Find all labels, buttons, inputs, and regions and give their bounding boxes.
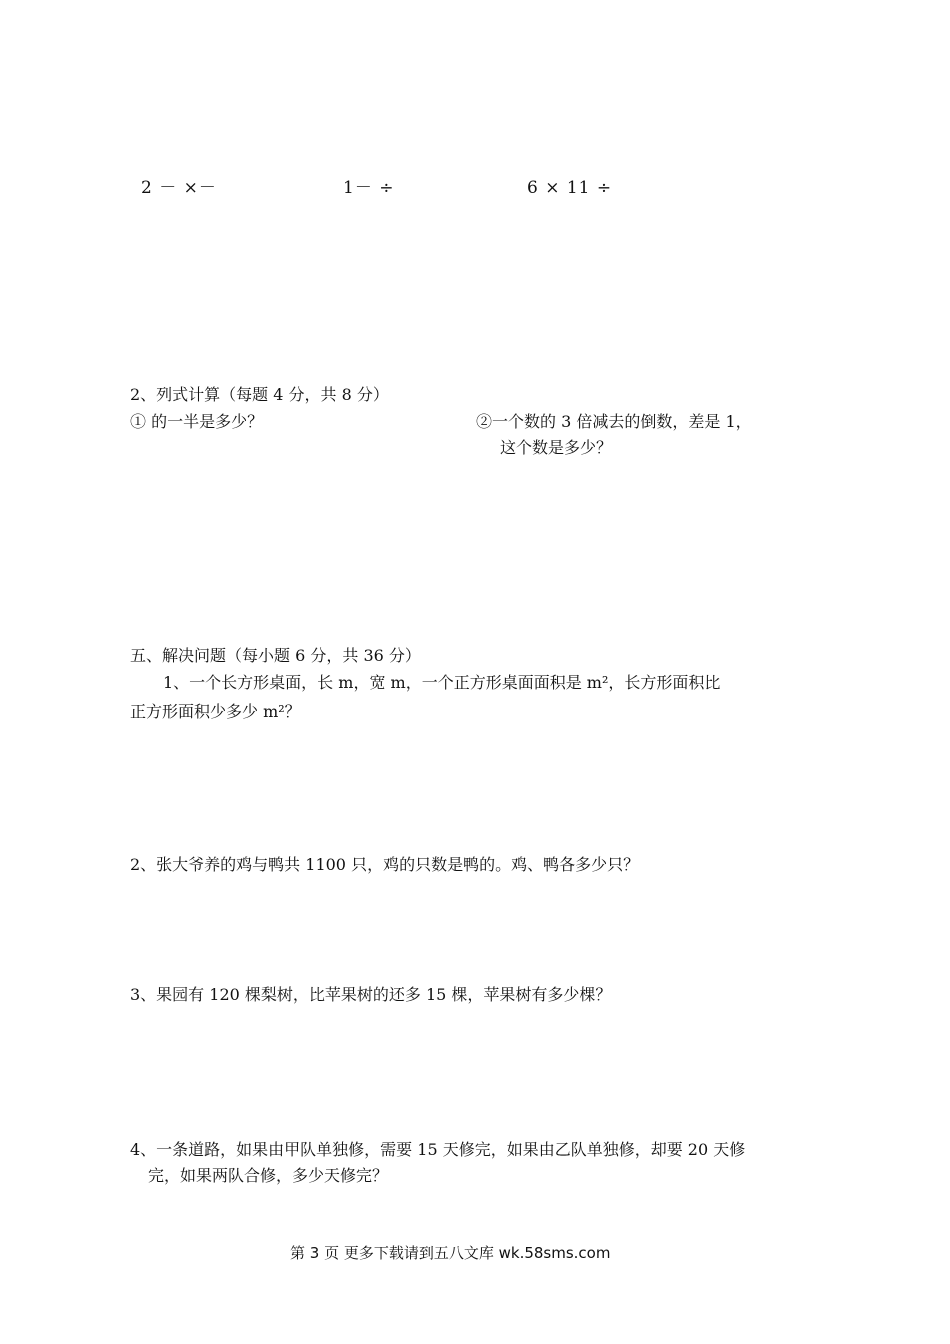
question-1: ① 的一半是多少？ — [130, 412, 264, 431]
question-2-line-2: 这个数是多少？ — [500, 438, 613, 457]
problem-4-line-1: 4、一条道路，如果由甲队单独修，需要 15 天修完，如果由乙队单独修，却要 20 天修 — [130, 1140, 746, 1159]
page-footer: 第 3 页 更多下载请到五八文库 wk.58sms.com — [290, 1244, 611, 1262]
problem-1-line-1: 1、一个长方形桌面，长 m，宽 m，一个正方形桌面面积是 m²，长方形面积比 — [163, 673, 721, 692]
problem-3: 3、果园有 120 棵梨树，比苹果树的还多 15 棵，苹果树有多少棵？ — [130, 985, 612, 1004]
section-5-heading: 五、解决问题（每小题 6 分，共 36 分） — [130, 646, 421, 665]
section-2-heading: 2、列式计算（每题 4 分，共 8 分） — [130, 385, 389, 404]
problem-4-line-2: 完，如果两队合修，多少天修完？ — [148, 1166, 389, 1185]
expression-3: 6 × 11 ÷ — [527, 178, 613, 198]
expression-1: 2 － ×－ — [141, 178, 217, 198]
problem-1-line-2: 正方形面积少多少 m²？ — [130, 702, 301, 721]
expression-2: 1－ ÷ — [343, 178, 395, 198]
question-2-line-1: ②一个数的 3 倍减去的倒数，差是 1， — [476, 412, 752, 431]
problem-2: 2、张大爷养的鸡与鸭共 1100 只，鸡的只数是鸭的。鸡、鸭各多少只？ — [130, 855, 640, 874]
